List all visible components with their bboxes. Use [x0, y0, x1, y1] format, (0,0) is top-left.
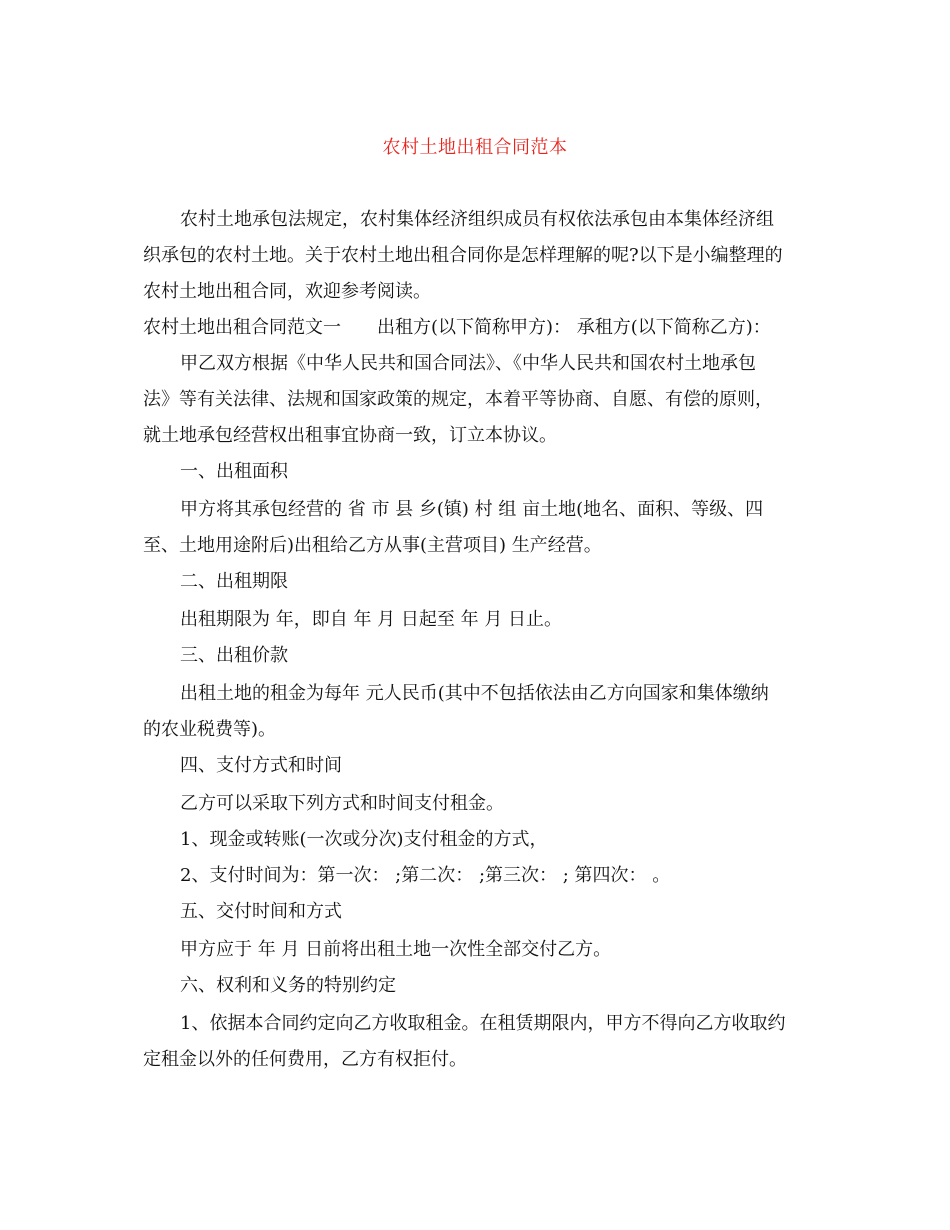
- section-heading: 三、出租价款: [180, 645, 288, 666]
- paragraph-line: 农村土地出租合同范文一 出租方(以下简称甲方)： 承租方(以下简称乙方)：: [143, 317, 771, 338]
- section-heading: 一、出租面积: [180, 461, 288, 482]
- section-heading: 五、交付时间和方式: [180, 901, 342, 922]
- section-heading: 二、出租期限: [180, 571, 288, 592]
- page-title: 农村土地出租合同范本: [382, 137, 568, 158]
- paragraph-line: 的农业税费等)。: [143, 719, 277, 740]
- paragraph-line: 甲乙双方根据《中华人民共和国合同法》、《中华人民共和国农村土地承包: [180, 353, 756, 374]
- paragraph-line: 1、依据本合同约定向乙方收取租金。在租赁期限内，甲方不得向乙方收取约: [180, 1013, 786, 1034]
- paragraph-line: 甲方应于 年 月 日前将出租土地一次性全部交付乙方。: [180, 939, 612, 960]
- paragraph-line: 出租期限为 年，即自 年 月 日起至 年 月 日止。: [180, 609, 563, 630]
- paragraph-line: 2、支付时间为：第一次： ;第二次： ;第三次： ; 第四次： 。: [180, 865, 671, 886]
- paragraph-line: 农村土地承包法规定，农村集体经济组织成员有权依法承包由本集体经济组: [180, 209, 774, 230]
- section-heading: 四、支付方式和时间: [180, 755, 342, 776]
- paragraph-line: 出租土地的租金为每年 元人民币(其中不包括依法由乙方向国家和集体缴纳: [180, 683, 769, 704]
- paragraph-line: 就土地承包经营权出租事宜协商一致，订立本协议。: [143, 425, 557, 446]
- paragraph-line: 甲方将其承包经营的 省 市 县 乡(镇) 村 组 亩土地(地名、面积、等级、四: [180, 499, 764, 520]
- paragraph-line: 乙方可以采取下列方式和时间支付租金。: [180, 793, 504, 814]
- section-heading: 六、权利和义务的特别约定: [180, 975, 396, 996]
- paragraph-line: 1、现金或转账(一次或分次)支付租金的方式，: [180, 829, 548, 850]
- paragraph-line: 定租金以外的任何费用，乙方有权拒付。: [143, 1049, 467, 1070]
- paragraph-line: 织承包的农村土地。关于农村土地出租合同你是怎样理解的呢?以下是小编整理的: [143, 245, 783, 266]
- paragraph-line: 农村土地出租合同，欢迎参考阅读。: [143, 281, 431, 302]
- paragraph-line: 法》等有关法律、法规和国家政策的规定，本着平等协商、自愿、有偿的原则，: [143, 389, 773, 410]
- paragraph-line: 至、土地用途附后)出租给乙方从事(主营项目) 生产经营。: [143, 535, 602, 556]
